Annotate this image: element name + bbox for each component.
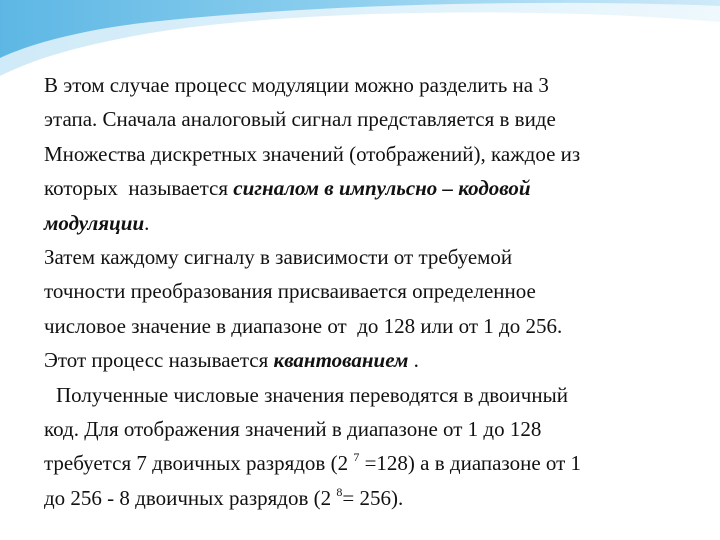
text-line: которых называется сигналом в импульсно – кодовой: [44, 176, 531, 201]
text-line: Множества дискретных значений (отображений), каждое из: [44, 141, 581, 166]
slide-body: [44, 68, 694, 515]
text-line: В этом случае процесс модуляции можно разделить на 3: [44, 73, 549, 97]
text-line: Этот процесс называется квантованием .: [44, 348, 419, 373]
text-line: Затем каждому сигналу в зависимости от требуемой: [44, 245, 513, 270]
text-line: числовое значение в диапазоне от до 128 или от 1 до 256.: [44, 313, 563, 338]
text-line: точности преобразования присваивается определенное: [44, 279, 536, 304]
text-line: этапа. Сначала аналоговый сигнал представляется в виде: [44, 107, 556, 132]
emphasis-term: квантованием: [273, 348, 409, 373]
text-line: требуется 7 двоичных разрядов (2 $^7$ =128) а в диапазоне от 1: [44, 450, 582, 476]
emphasis-term: модуляции: [44, 210, 145, 235]
text-line: модуляции.: [44, 210, 150, 235]
exponent: 7: [353, 450, 360, 465]
text-line: код. Для отображения значений в диапазоне от 1 до 128: [44, 417, 542, 442]
emphasis-term: сигналом в импульсно – кодовой: [233, 176, 531, 201]
text-line: до 256 - 8 двоичных разрядов (2 $^8$= 256).: [44, 484, 404, 510]
exponent: 8: [336, 484, 343, 499]
text-line: Полученные числовые значения переводятся в двоичный: [56, 382, 568, 407]
